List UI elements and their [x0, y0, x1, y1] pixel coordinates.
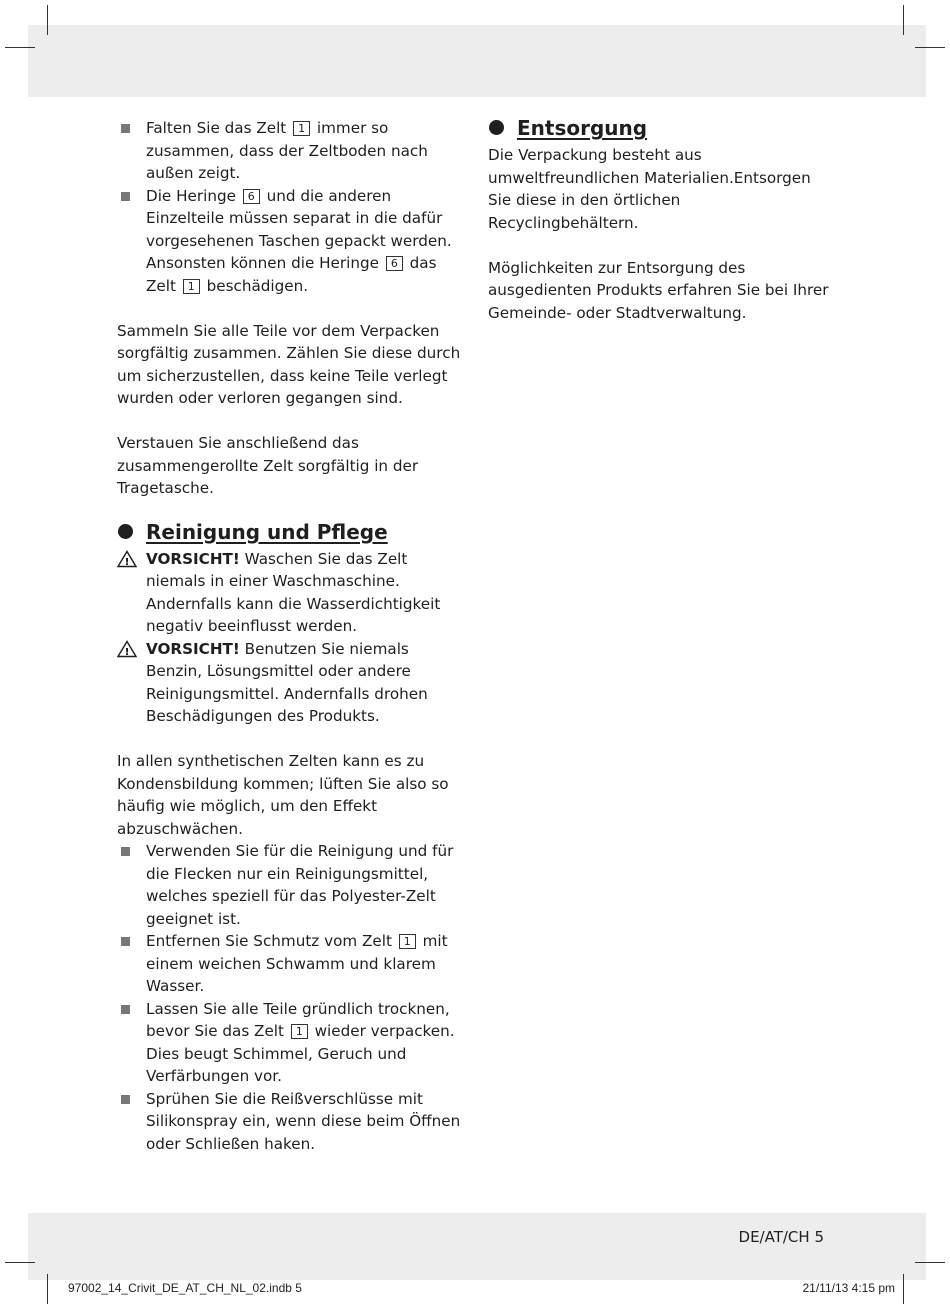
- paragraph: Verstauen Sie anschließend das zusammengerollte Zelt sorgfältig in der Tragetasche.: [117, 434, 419, 497]
- crop-mark: [915, 47, 945, 48]
- warning-label: VORSICHT!: [146, 639, 240, 658]
- list-item-text: das Zelt: [146, 254, 437, 295]
- warning-list: [117, 548, 462, 728]
- page-number: DE/AT/CH 5: [738, 1228, 824, 1246]
- packing-list: [117, 117, 462, 297]
- warning-item: [117, 638, 462, 728]
- footer-band: [28, 1213, 926, 1280]
- crop-mark: [915, 1262, 945, 1263]
- list-item: [117, 1088, 462, 1156]
- crop-mark: [903, 5, 904, 35]
- list-item: [117, 840, 462, 930]
- list-item-text: Falten Sie das Zelt: [146, 119, 292, 137]
- bullet-dot-icon: [118, 524, 133, 539]
- list-item-text: Entfernen Sie Schmutz vom Zelt: [146, 932, 397, 950]
- list-item-text: Lassen Sie alle Teile gründlich trocknen, bevor Sie das Zelt: [146, 999, 450, 1040]
- warning-text: Waschen Sie das Zelt niemals in einer Waschmaschine. Andernfalls kann die Wasserdichtigkeit negativ beeinflusst werden.: [146, 549, 441, 635]
- part-number-box: 1: [293, 121, 310, 136]
- list-item: [117, 117, 462, 185]
- cleaning-list: [117, 840, 462, 1155]
- bullet-dot-icon: [489, 120, 504, 135]
- crop-mark: [5, 1262, 35, 1263]
- list-item: [117, 930, 462, 998]
- warning-item: [117, 548, 462, 638]
- crop-mark: [5, 47, 35, 48]
- part-number-box: 6: [386, 256, 403, 271]
- left-column: [117, 117, 462, 1155]
- paragraph: Sammeln Sie alle Teile vor dem Verpacken sorgfältig zusammen. Zählen Sie diese durch um sicherzustellen, dass keine Teile verlegt wurden oder verloren gegangen sind.: [117, 321, 461, 407]
- part-number-box: 6: [243, 189, 260, 204]
- section-heading-disposal: Entsorgung: [488, 115, 833, 141]
- list-item-text: wieder verpacken. Dies beugt Schimmel, Geruch und Verfärbungen vor.: [146, 1022, 455, 1085]
- list-item-text: Sprühen Sie die Reißverschlüsse mit Silikonspray ein, wenn diese beim Öffnen oder Schließen haken.: [146, 1089, 461, 1153]
- warning-label: VORSICHT!: [146, 549, 240, 568]
- list-item-text: Die Heringe: [146, 186, 241, 205]
- file-name: 97002_14_Crivit_DE_AT_CH_NL_02.indb 5: [68, 1281, 302, 1295]
- crop-mark: [47, 5, 48, 35]
- header-band: [28, 25, 926, 97]
- list-item: [117, 185, 462, 298]
- part-number-box: 1: [399, 934, 416, 949]
- paragraph: In allen synthetischen Zelten kann es zu Kondensbildung kommen; lüften Sie also so häufig wie möglich, um den Effekt abzuschwächen.: [117, 752, 449, 838]
- right-column: [488, 115, 833, 324]
- part-number-box: 1: [291, 1024, 308, 1039]
- list-item-text: beschädigen.: [201, 276, 309, 295]
- list-item-text: und die anderen Einzelteile müssen separat in die dafür vorgesehenen Taschen gepackt werden. Ansonsten können die Heringe: [146, 186, 452, 272]
- crop-mark: [47, 1274, 48, 1304]
- svg-text:!: !: [124, 646, 130, 658]
- list-item-text: Verwenden Sie für die Reinigung und für die Flecken nur ein Reinigungsmittel, welches speziell für das Polyester-Zelt geeignet ist.: [146, 842, 454, 928]
- paragraph: Die Verpackung besteht aus umweltfreundlichen Materialien.Entsorgen Sie diese in den örtlichen Recyclingbehältern.: [488, 146, 811, 232]
- section-heading-cleaning: Reinigung und Pflege: [117, 519, 462, 545]
- print-date: 21/11/13 4:15 pm: [802, 1281, 895, 1295]
- svg-text:!: !: [124, 556, 130, 568]
- list-item-text: mit einem weichen Schwamm und klarem Wasser.: [146, 932, 448, 995]
- warning-text: Benutzen Sie niemals Benzin, Lösungsmittel oder andere Reinigungsmittel. Andernfalls drohen Beschädigungen des Produkts.: [146, 639, 428, 725]
- list-item: [117, 998, 462, 1088]
- warning-triangle-icon: [117, 640, 137, 658]
- part-number-box: 1: [183, 279, 200, 294]
- warning-triangle-icon: [117, 550, 137, 568]
- paragraph: Möglichkeiten zur Entsorgung des ausgedienten Produkts erfahren Sie bei Ihrer Gemeinde- oder Stadtverwaltung.: [488, 258, 829, 322]
- crop-mark: [903, 1274, 904, 1304]
- list-item-text: immer so zusammen, dass der Zeltboden nach außen zeigt.: [146, 119, 428, 182]
